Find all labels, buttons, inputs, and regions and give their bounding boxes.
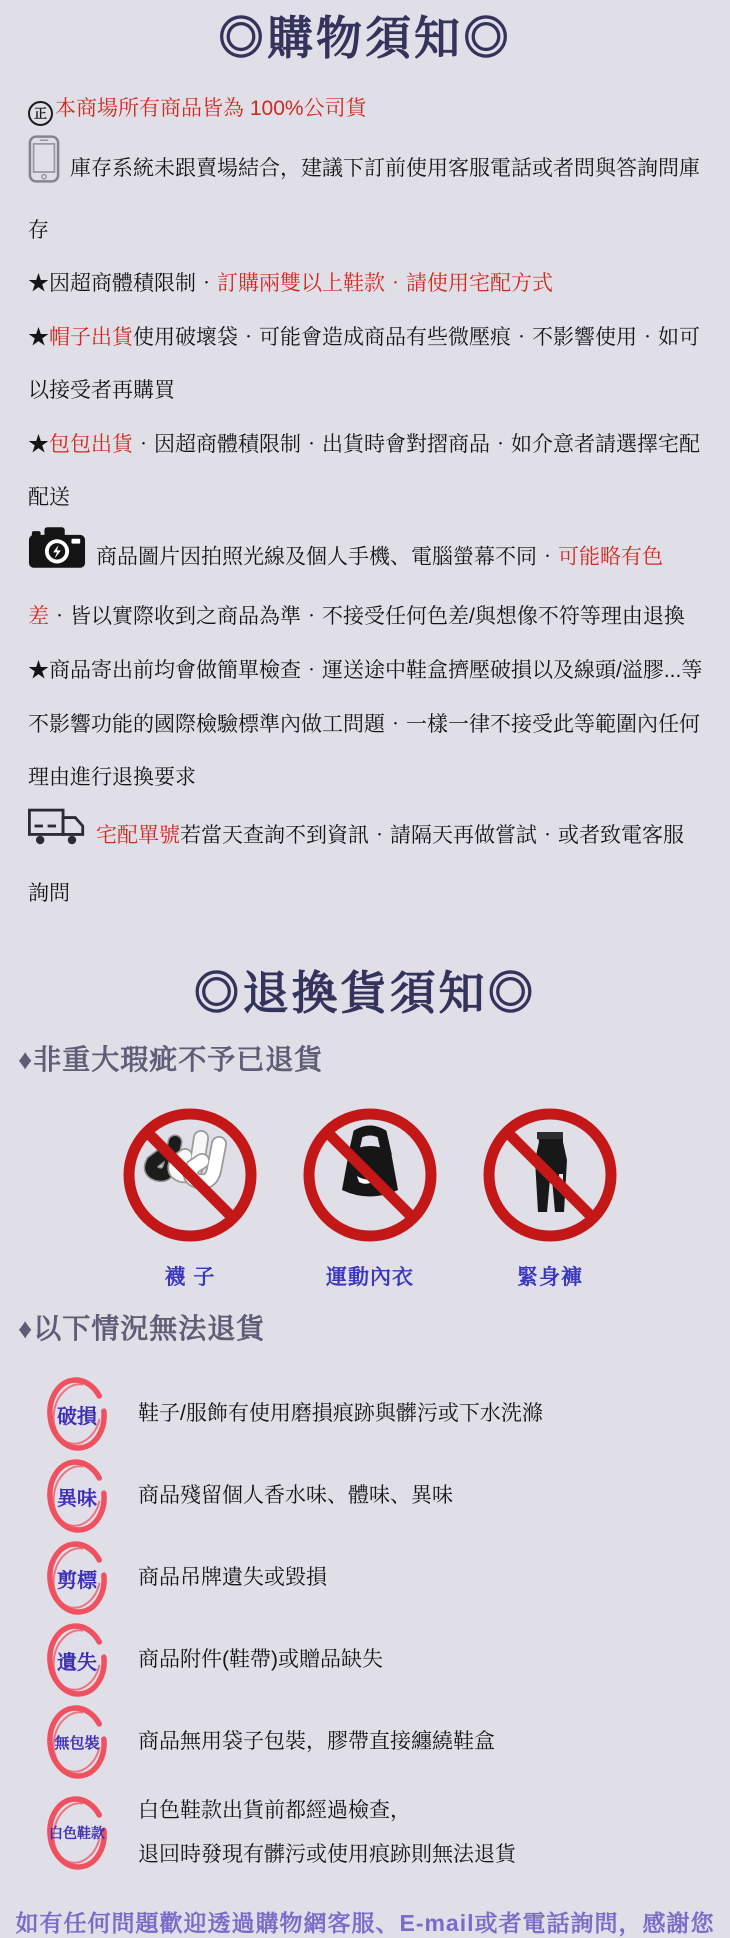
return-notice-title: ◎退換貨須知◎: [193, 966, 537, 1019]
rule-damaged: [44, 1373, 730, 1455]
notice-line-authentic: [28, 82, 704, 136]
rule-white-shoes: [44, 1783, 730, 1883]
rule-description-line1: 白色鞋款出貨前都經過檢查，: [138, 1799, 411, 1823]
notice-line-color-difference: [28, 525, 704, 644]
delivery-truck-icon: [28, 805, 86, 868]
product-leggings: [475, 1100, 625, 1291]
product-socks: [115, 1100, 265, 1291]
smartphone-icon: [28, 135, 60, 204]
rule-description: 商品無用袋子包裝，膠帶直接纏繞鞋盒: [138, 1730, 495, 1754]
product-label: 運動內衣: [326, 1266, 414, 1290]
rule-description: 商品附件(鞋帶)或贈品缺失: [138, 1648, 383, 1672]
star-bullet: ★: [28, 432, 49, 456]
notice-text: ‧皆以實際收到之商品為準‧不接受任何色差/與想像不符等理由退換: [49, 605, 685, 629]
shopping-notice-title: ◎購物須知◎: [218, 12, 512, 64]
no-return-heading: ♦非重大瑕疵不予已退貨: [18, 1044, 324, 1076]
contact-footer-note: 如有任何問題歡迎透過購物網客服、E-mail或者電話詢問，感謝您: [15, 1910, 715, 1937]
shopping-notice-list: [28, 82, 704, 921]
no-return-rules-list: [0, 1373, 730, 1883]
rule-odor: [44, 1455, 730, 1537]
notice-line-bags: [28, 418, 704, 525]
rule-description: 商品吊牌遺失或毀損: [138, 1566, 327, 1590]
notice-text: 使用破壞袋‧可能會造成商品有些微壓痕‧不影響使用‧如可以接受者再購買: [28, 325, 700, 403]
notice-line-hats: [28, 311, 704, 418]
notice-text: 若當天查詢不到資訊‧請隔天再做嘗試‧或者致電客服詢問: [28, 823, 684, 906]
red-stamp-circle-icon: [44, 1374, 110, 1454]
notice-text-red: 可能略有色差: [28, 545, 663, 629]
stamp-text: 異味: [57, 1487, 97, 1510]
rule-description: 商品殘留個人香水味、體味、異味: [138, 1484, 453, 1508]
non-returnable-products: [0, 1100, 730, 1291]
rule-description-line2: 退回時發現有髒污或使用痕跡則無法退貨: [138, 1843, 516, 1867]
stamp-text: 白色鞋款: [49, 1825, 105, 1842]
notice-text-red: 包包出貨: [49, 432, 133, 456]
rule-description: 鞋子/服飾有使用磨損痕跡與髒污或下水洗滌: [138, 1402, 543, 1426]
rule-no-packaging: [44, 1701, 730, 1783]
camera-icon: [28, 525, 86, 591]
no-sports-bra-image: [295, 1237, 445, 1254]
product-label: 緊身褲: [517, 1266, 583, 1290]
red-stamp-circle-icon: [44, 1538, 110, 1618]
no-return-cases-heading: ♦以下情況無法退貨: [18, 1313, 266, 1345]
notice-text-red: 訂購兩雙以上鞋款‧請使用宅配方式: [217, 272, 553, 296]
rule-description: [138, 1789, 516, 1877]
star-bullet: ★: [28, 325, 49, 349]
notice-text: ‧因超商體積限制‧出貨時會對摺商品‧如介意者請選擇宅配配送: [28, 432, 700, 510]
stamp-text: 遺失: [57, 1651, 97, 1674]
stamp-text: 剪標: [57, 1569, 97, 1592]
certified-seal-icon: 正: [28, 101, 53, 126]
notice-text-red: 帽子出貨: [49, 325, 133, 349]
red-stamp-circle-icon: [44, 1620, 110, 1700]
rule-lost-accessory: [44, 1619, 730, 1701]
notice-text: ★商品寄出前均會做簡單檢查‧運送途中鞋盒擠壓破損以及線頭/溢膠...等不影響功能的國際檢驗標準內做工問題‧一樣一律不接受此等範圍內任何理由進行退換要求: [28, 658, 703, 790]
notice-line-stock: [28, 135, 704, 257]
notice-text: 商品圖片因拍照光線及個人手機、電腦螢幕不同‧: [96, 545, 558, 569]
stamp-text: 無包裝: [54, 1734, 100, 1752]
no-socks-image: [115, 1237, 265, 1254]
notice-text-red: 宅配單號: [96, 823, 180, 847]
red-stamp-circle-icon: [44, 1456, 110, 1536]
rule-cut-tag: [44, 1537, 730, 1619]
notice-line-tracking: [28, 805, 704, 921]
product-sports-bra: [295, 1100, 445, 1291]
stamp-text: 破損: [57, 1405, 97, 1428]
red-stamp-circle-icon: [44, 1793, 110, 1873]
notice-text: 庫存系統未跟賣場結合，建議下訂前使用客服電話或者問與答詢問庫存: [28, 156, 700, 242]
red-stamp-circle-icon: [44, 1702, 110, 1782]
product-label: 襪 子: [164, 1266, 216, 1290]
notice-text: ★因超商體積限制‧: [28, 272, 217, 296]
notice-line-inspection: [28, 644, 704, 805]
notice-line-two-pairs: [28, 257, 704, 311]
notice-text: 本商場所有商品皆為 100%公司貨: [55, 96, 367, 120]
no-leggings-image: [475, 1237, 625, 1254]
